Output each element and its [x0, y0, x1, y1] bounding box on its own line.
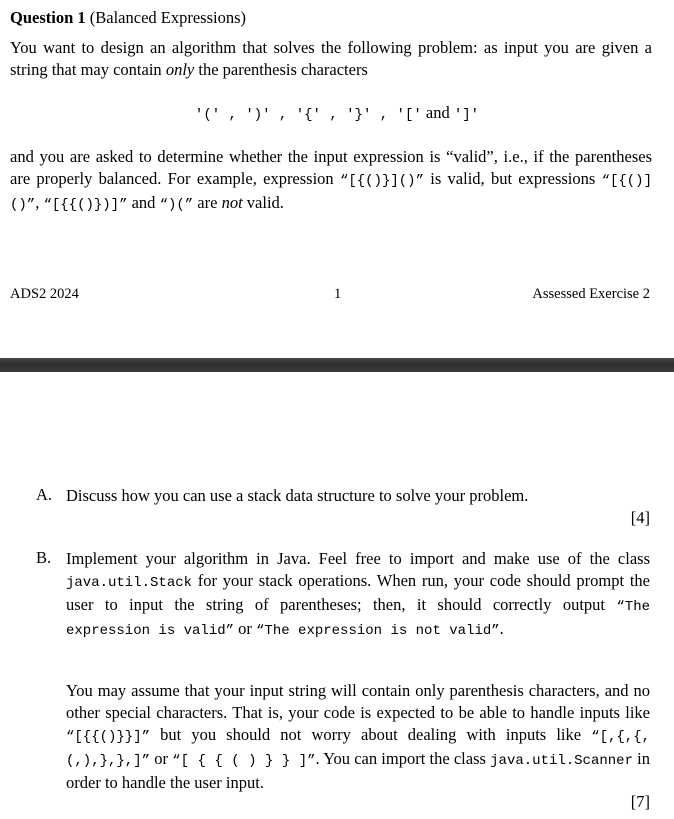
task-text-3: are: [193, 193, 222, 212]
question-subtitle: (Balanced Expressions): [89, 8, 247, 27]
output-not-valid: “The expression is not valid”: [256, 623, 500, 639]
part-b-paragraph-2: [66, 680, 650, 794]
part-b-label: B.: [36, 548, 52, 567]
invalid-example-3: “)(”: [159, 197, 194, 213]
part-b-marks: [7]: [630, 792, 650, 811]
input-example-3: “[ { { ( ) } } ]”: [172, 753, 316, 769]
output-valid: “The expression is valid”: [66, 599, 650, 639]
page-divider: [0, 358, 674, 372]
part-b-p2-text-3: . You can import the class: [315, 749, 491, 768]
footer-course: ADS2 2024: [10, 286, 79, 302]
task-text-4: valid.: [242, 193, 284, 212]
part-b-text-2: for your stack operations. When run, your code should prompt the user to input the string of parentheses; then, it should correctly output: [66, 571, 650, 614]
valid-example: “[{()}]()”: [339, 173, 424, 189]
task-paragraph: [10, 146, 652, 216]
footer-page-number: 1: [334, 286, 342, 302]
char-and: and: [425, 103, 450, 122]
input-example-1: “[{{()}}]”: [66, 729, 151, 745]
question-title: [10, 8, 246, 28]
char-last: ']': [453, 107, 480, 123]
intro-paragraph: [10, 37, 652, 81]
part-b-p2-text-2: but you should not worry about dealing with inputs like: [150, 725, 592, 744]
part-a-label: A.: [36, 485, 53, 504]
part-b-p2-text-1: You may assume that your input string will contain only parenthesis characters, and no other special characters. That is, your code is expected to be able to handle inputs like: [66, 681, 650, 722]
task-comma: ,: [35, 193, 44, 212]
part-b-p2-text-4: in order to handle the user input.: [66, 749, 651, 792]
intro-only-emphasis: only: [165, 60, 195, 79]
question-label: Question 1: [10, 8, 86, 27]
invalid-example-1: “[{()]()”: [10, 173, 652, 213]
part-b-period: .: [499, 619, 504, 638]
input-example-2: “[,{,{,(,),},},]”: [66, 729, 650, 769]
part-a-text: Discuss how you can use a stack data structure to solve your problem.: [66, 486, 529, 505]
intro-text-2: the parenthesis characters: [194, 60, 368, 79]
part-b-or: or: [234, 619, 257, 638]
part-a-marks: [4]: [630, 508, 650, 527]
task-and: and: [127, 193, 160, 212]
parenthesis-characters: [0, 103, 674, 123]
not-emphasis: not: [221, 193, 243, 212]
footer-exercise: Assessed Exercise 2: [532, 286, 650, 302]
invalid-example-2: “[{{()})]”: [43, 197, 128, 213]
class-stack: java.util.Stack: [66, 575, 193, 591]
part-b-text-1: Implement your algorithm in Java. Feel free to import and make use of the class: [66, 549, 650, 568]
intro-text-1: You want to design an algorithm that solves the following problem: as input you are given a string that may contain: [10, 38, 652, 79]
char-list: '(' , ')' , '{' , '}' , '[': [194, 107, 422, 123]
page-1: [0, 0, 674, 360]
page-2: [0, 372, 674, 819]
task-text-1: and you are asked to determine whether the input expression is “valid”, i.e., if the parentheses are properly balanced. For example, expression: [10, 147, 652, 188]
part-b-p2-or: or: [150, 749, 173, 768]
task-text-2: is valid, but expressions: [423, 169, 602, 188]
part-b-paragraph-1: [66, 548, 650, 642]
class-scanner: java.util.Scanner: [490, 753, 633, 769]
